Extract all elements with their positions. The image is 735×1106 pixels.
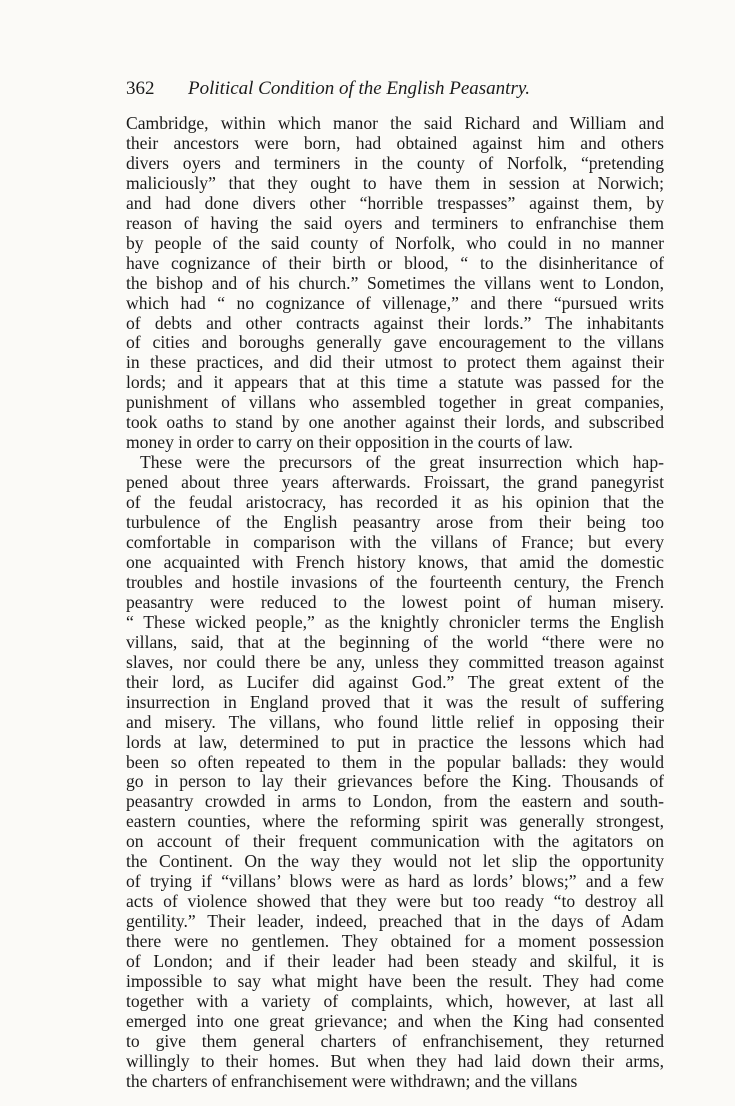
text-line: acts of violence showed that they were but too ready “to destroy all: [126, 891, 664, 912]
text-line: willingly to their homes. But when they had laid down their arms,: [126, 1050, 664, 1071]
text-line: “ These wicked people,” as the knightly chronicler terms the English: [126, 611, 664, 632]
text-line: peasantry were reduced to the lowest point of human misery.: [126, 591, 664, 612]
text-line: their ancestors were born, had obtained against him and others: [126, 132, 664, 153]
paragraph: [126, 453, 664, 1092]
text-line: lords at law, determined to put in practice the lessons which had: [126, 731, 664, 752]
text-line: and misery. The villans, who found little relief in opposing their: [126, 711, 664, 732]
text-line: took oaths to stand by one another against their lords, and subscribed: [126, 412, 664, 433]
paragraph: [126, 114, 664, 453]
text-line: in these practices, and did their utmost to protect them against their: [126, 352, 664, 373]
text-line: of trying if “villans’ blows were as hard as lords’ blows;” and a few: [126, 871, 664, 892]
text-line: been so often repeated to them in the popular ballads: they would: [126, 751, 664, 772]
text-line: turbulence of the English peasantry arose from their being too: [126, 512, 664, 533]
text-line: reason of having the said oyers and terminers to enfranchise them: [126, 212, 664, 233]
text-line: maliciously” that they ought to have them in session at Norwich;: [126, 172, 664, 193]
text-line: of cities and boroughs generally gave encouragement to the villans: [126, 332, 664, 353]
text-line: and had done divers other “horrible trespasses” against them, by: [126, 192, 664, 213]
text-line: have cognizance of their birth or blood, “ to the disinheritance of: [126, 252, 664, 273]
text-line: one acquainted with French history knows, that amid the domestic: [126, 551, 664, 572]
text-line: pened about three years afterwards. Froissart, the grand panegyrist: [126, 472, 664, 493]
text-line: Cambridge, within which manor the said Richard and William and: [126, 113, 664, 133]
text-line: the charters of enfranchisement were withdrawn; and the villans: [126, 1070, 578, 1091]
text-line: peasantry crowded in arms to London, from the eastern and south-: [126, 791, 664, 812]
text-line: to give them general charters of enfranchisement, they returned: [126, 1030, 664, 1051]
running-title: Political Condition of the English Peasantry.: [188, 78, 530, 99]
text-line: which had “ no cognizance of villenage,” and there “pursued writs: [126, 292, 664, 313]
text-line: villans, said, that at the beginning of the world “there were no: [126, 631, 664, 652]
page-header: [126, 78, 646, 108]
page-number: 362: [126, 78, 155, 99]
text-line: of debts and other contracts against their lords.” The inhabitants: [126, 312, 664, 333]
text-line: troubles and hostile invasions of the fourteenth century, the French: [126, 571, 664, 592]
text-line: by people of the said county of Norfolk, who could in no manner: [126, 232, 664, 253]
text-line: of the feudal aristocracy, has recorded it as his opinion that the: [126, 492, 664, 513]
text-line: eastern counties, where the reforming spirit was generally strongest,: [126, 811, 664, 832]
text-line: the Continent. On the way they would not let slip the opportunity: [126, 851, 664, 872]
text-line: emerged into one great grievance; and when the King had consented: [126, 1010, 664, 1031]
text-line: money in order to carry on their opposition in the courts of law.: [126, 432, 573, 453]
text-line: These were the precursors of the great insurrection which hap-: [140, 452, 664, 473]
text-line: divers oyers and terminers in the county of Norfolk, “pretending: [126, 152, 664, 173]
text-line: of London; and if their leader had been steady and skilful, it is: [126, 951, 664, 972]
text-line: their lord, as Lucifer did against God.” The great extent of the: [126, 671, 664, 692]
text-line: go in person to lay their grievances before the King. Thousands of: [126, 771, 664, 792]
text-line: slaves, nor could there be any, unless they committed treason against: [126, 651, 664, 672]
text-line: lords; and it appears that at this time a statute was passed for the: [126, 372, 664, 393]
text-line: there were no gentlemen. They obtained for a moment possession: [126, 931, 664, 952]
body-text: [126, 114, 664, 1092]
text-line: the bishop and of his church.” Sometimes the villans went to London,: [126, 272, 664, 293]
text-line: impossible to say what might have been the result. They had come: [126, 970, 664, 991]
text-line: gentility.” Their leader, indeed, preached that in the days of Adam: [126, 911, 664, 932]
text-line: comfortable in comparison with the villans of France; but every: [126, 532, 664, 553]
text-line: together with a variety of complaints, which, however, at last all: [126, 990, 664, 1011]
text-line: insurrection in England proved that it was the result of suffering: [126, 691, 664, 712]
text-line: punishment of villans who assembled together in great companies,: [126, 392, 664, 413]
text-line: on account of their frequent communication with the agitators on: [126, 831, 664, 852]
